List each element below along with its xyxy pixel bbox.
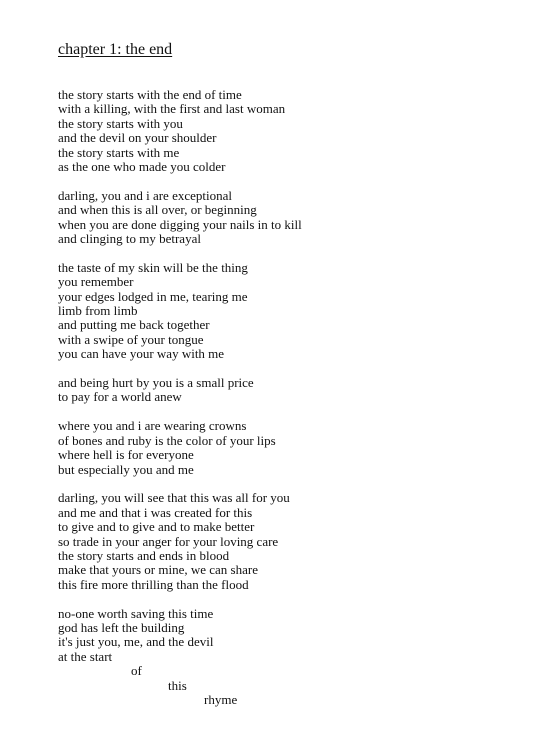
- stanza-5: [58, 419, 528, 477]
- stanza-3: [58, 261, 528, 362]
- poem-line: limb from limb: [58, 303, 138, 319]
- poem-line: the taste of my skin will be the thing: [58, 259, 248, 275]
- poem-line: at the start: [58, 648, 113, 664]
- poem-line: when you are done digging your nails in to kill: [58, 216, 302, 232]
- poem-line: and clinging to my betrayal: [58, 231, 201, 247]
- poem-line: to give and to give and to make better: [58, 519, 255, 535]
- poem-line-indented: this: [168, 677, 187, 693]
- poem-line-indented: rhyme: [204, 691, 238, 707]
- poem-line: and when this is all over, or beginning: [58, 202, 257, 218]
- poem-line: and putting me back together: [58, 317, 210, 333]
- poem-line: the story starts with you: [58, 115, 183, 131]
- poem-line: no-one worth saving this time: [58, 605, 214, 621]
- poem-line: the story starts with me: [58, 144, 180, 160]
- poem-line: you can have your way with me: [58, 346, 225, 362]
- poem-line: and the devil on your shoulder: [58, 130, 217, 146]
- poem-line: darling, you will see that this was all for you: [58, 490, 290, 506]
- poem-line: this fire more thrilling than the flood: [58, 576, 249, 592]
- poem-line: so trade in your anger for your loving care: [58, 533, 279, 549]
- poem-line: darling, you and i are exceptional: [58, 187, 232, 203]
- poem-line: make that yours or mine, we can share: [58, 562, 258, 578]
- poem-line: with a swipe of your tongue: [58, 331, 204, 347]
- poem-line: you remember: [58, 274, 134, 290]
- poem-line: but especially you and me: [58, 461, 194, 477]
- poem-line: where you and i are wearing crowns: [58, 418, 247, 434]
- stanza-2: [58, 189, 528, 247]
- poem-line: the story starts with the end of time: [58, 87, 242, 102]
- stanza-7: [58, 607, 528, 708]
- poem-line: god has left the building: [58, 619, 185, 635]
- poem-line: with a killing, with the first and last woman: [58, 101, 286, 117]
- poem-line: the story starts and ends in blood: [58, 547, 230, 563]
- poem-line: and being hurt by you is a small price: [58, 375, 254, 391]
- poem-line: it's just you, me, and the devil: [58, 634, 214, 650]
- stanza-4: [58, 376, 528, 405]
- poem-line-indented: of: [131, 663, 142, 679]
- poem-line: of bones and ruby is the color of your lips: [58, 432, 276, 448]
- poem-line: your edges lodged in me, tearing me: [58, 288, 248, 304]
- poem-body: [58, 88, 528, 722]
- poem-line: and me and that i was created for this: [58, 504, 253, 520]
- poem-line: as the one who made you colder: [58, 159, 226, 175]
- poem-line: to pay for a world anew: [58, 389, 182, 405]
- stanza-1: [58, 88, 528, 174]
- stanza-6: [58, 491, 528, 592]
- poem-line: where hell is for everyone: [58, 447, 194, 463]
- chapter-title: chapter 1: the end: [58, 41, 173, 58]
